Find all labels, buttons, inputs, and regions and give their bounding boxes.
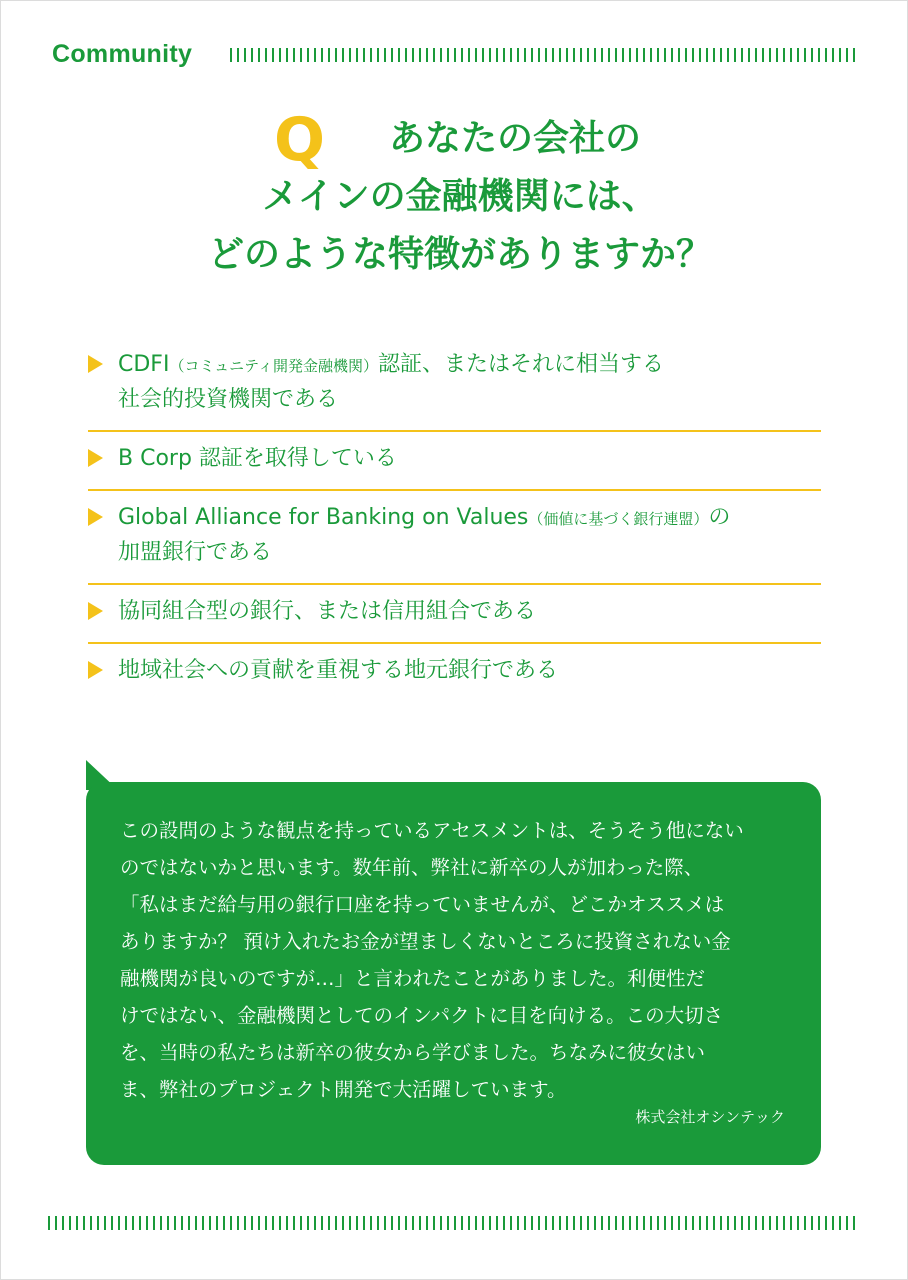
question-heading bbox=[120, 110, 800, 284]
option-item bbox=[88, 432, 821, 491]
option-term-rest: 認証、またはそれに相当する bbox=[377, 352, 664, 377]
q-mark-letter: Q bbox=[274, 110, 326, 175]
header bbox=[52, 38, 858, 78]
option-term: 協同組合型の銀行、または信用組合である bbox=[118, 599, 537, 624]
question-line-1: あなたの会社の bbox=[388, 118, 641, 159]
option-text bbox=[118, 654, 821, 687]
option-text bbox=[118, 442, 821, 475]
decorative-tick-rule-bottom bbox=[48, 1216, 856, 1230]
triangle-bullet-icon bbox=[88, 661, 103, 679]
option-text bbox=[118, 595, 821, 628]
decorative-tick-rule-top bbox=[230, 48, 858, 62]
question-line-2: メインの金融機関には、 bbox=[262, 176, 658, 217]
option-item bbox=[88, 338, 821, 432]
option-text bbox=[118, 348, 821, 416]
answer-options-list bbox=[88, 338, 821, 701]
option-note: （コミュニティ開発金融機関） bbox=[169, 357, 378, 375]
triangle-bullet-icon bbox=[88, 449, 103, 467]
option-item bbox=[88, 644, 821, 701]
option-term: 地域社会への貢献を重視する地元銀行である bbox=[118, 658, 559, 683]
option-term: Global Alliance for Banking on Values bbox=[118, 505, 529, 530]
option-term: B Corp 認証を取得している bbox=[118, 446, 397, 471]
option-note: （価値に基づく銀行連盟） bbox=[528, 510, 709, 528]
question-line-3: どのような特徴がありますか？ bbox=[207, 234, 712, 275]
option-line-2: 社会的投資機関である bbox=[118, 387, 339, 412]
option-text bbox=[118, 501, 821, 569]
comment-body: この設問のような観点を持っているアセスメントは、そうそう他にない のではないかと思います。数年前、弊社に新卒の人が加わった際、 「私はまだ給与用の銀行口座を持っていませんが、どこかオススメは ありますか？ 預け入れたお金が望ましくないところに投資されない金 融機関が良いのですが…」と言われたことがありました。利便性だ けではない、金融機関としてのインパクトに目を向ける。この大切さ を、当時の私たちは新卒の彼女から学びました。ちなみに彼女はい ま、弊社のプロジェクト開発で大活躍しています。 bbox=[120, 819, 744, 1101]
section-label: Community bbox=[52, 40, 193, 68]
option-item bbox=[88, 491, 821, 585]
option-term: CDFI bbox=[118, 352, 170, 377]
option-item bbox=[88, 585, 821, 644]
triangle-bullet-icon bbox=[88, 508, 103, 526]
comment-signature: 株式会社オシンテック bbox=[635, 1108, 785, 1126]
triangle-bullet-icon bbox=[88, 355, 103, 373]
option-term-rest: の bbox=[708, 505, 731, 530]
comment-speech-bubble bbox=[86, 782, 821, 1165]
triangle-bullet-icon bbox=[88, 602, 103, 620]
option-line-2: 加盟銀行である bbox=[118, 540, 273, 565]
